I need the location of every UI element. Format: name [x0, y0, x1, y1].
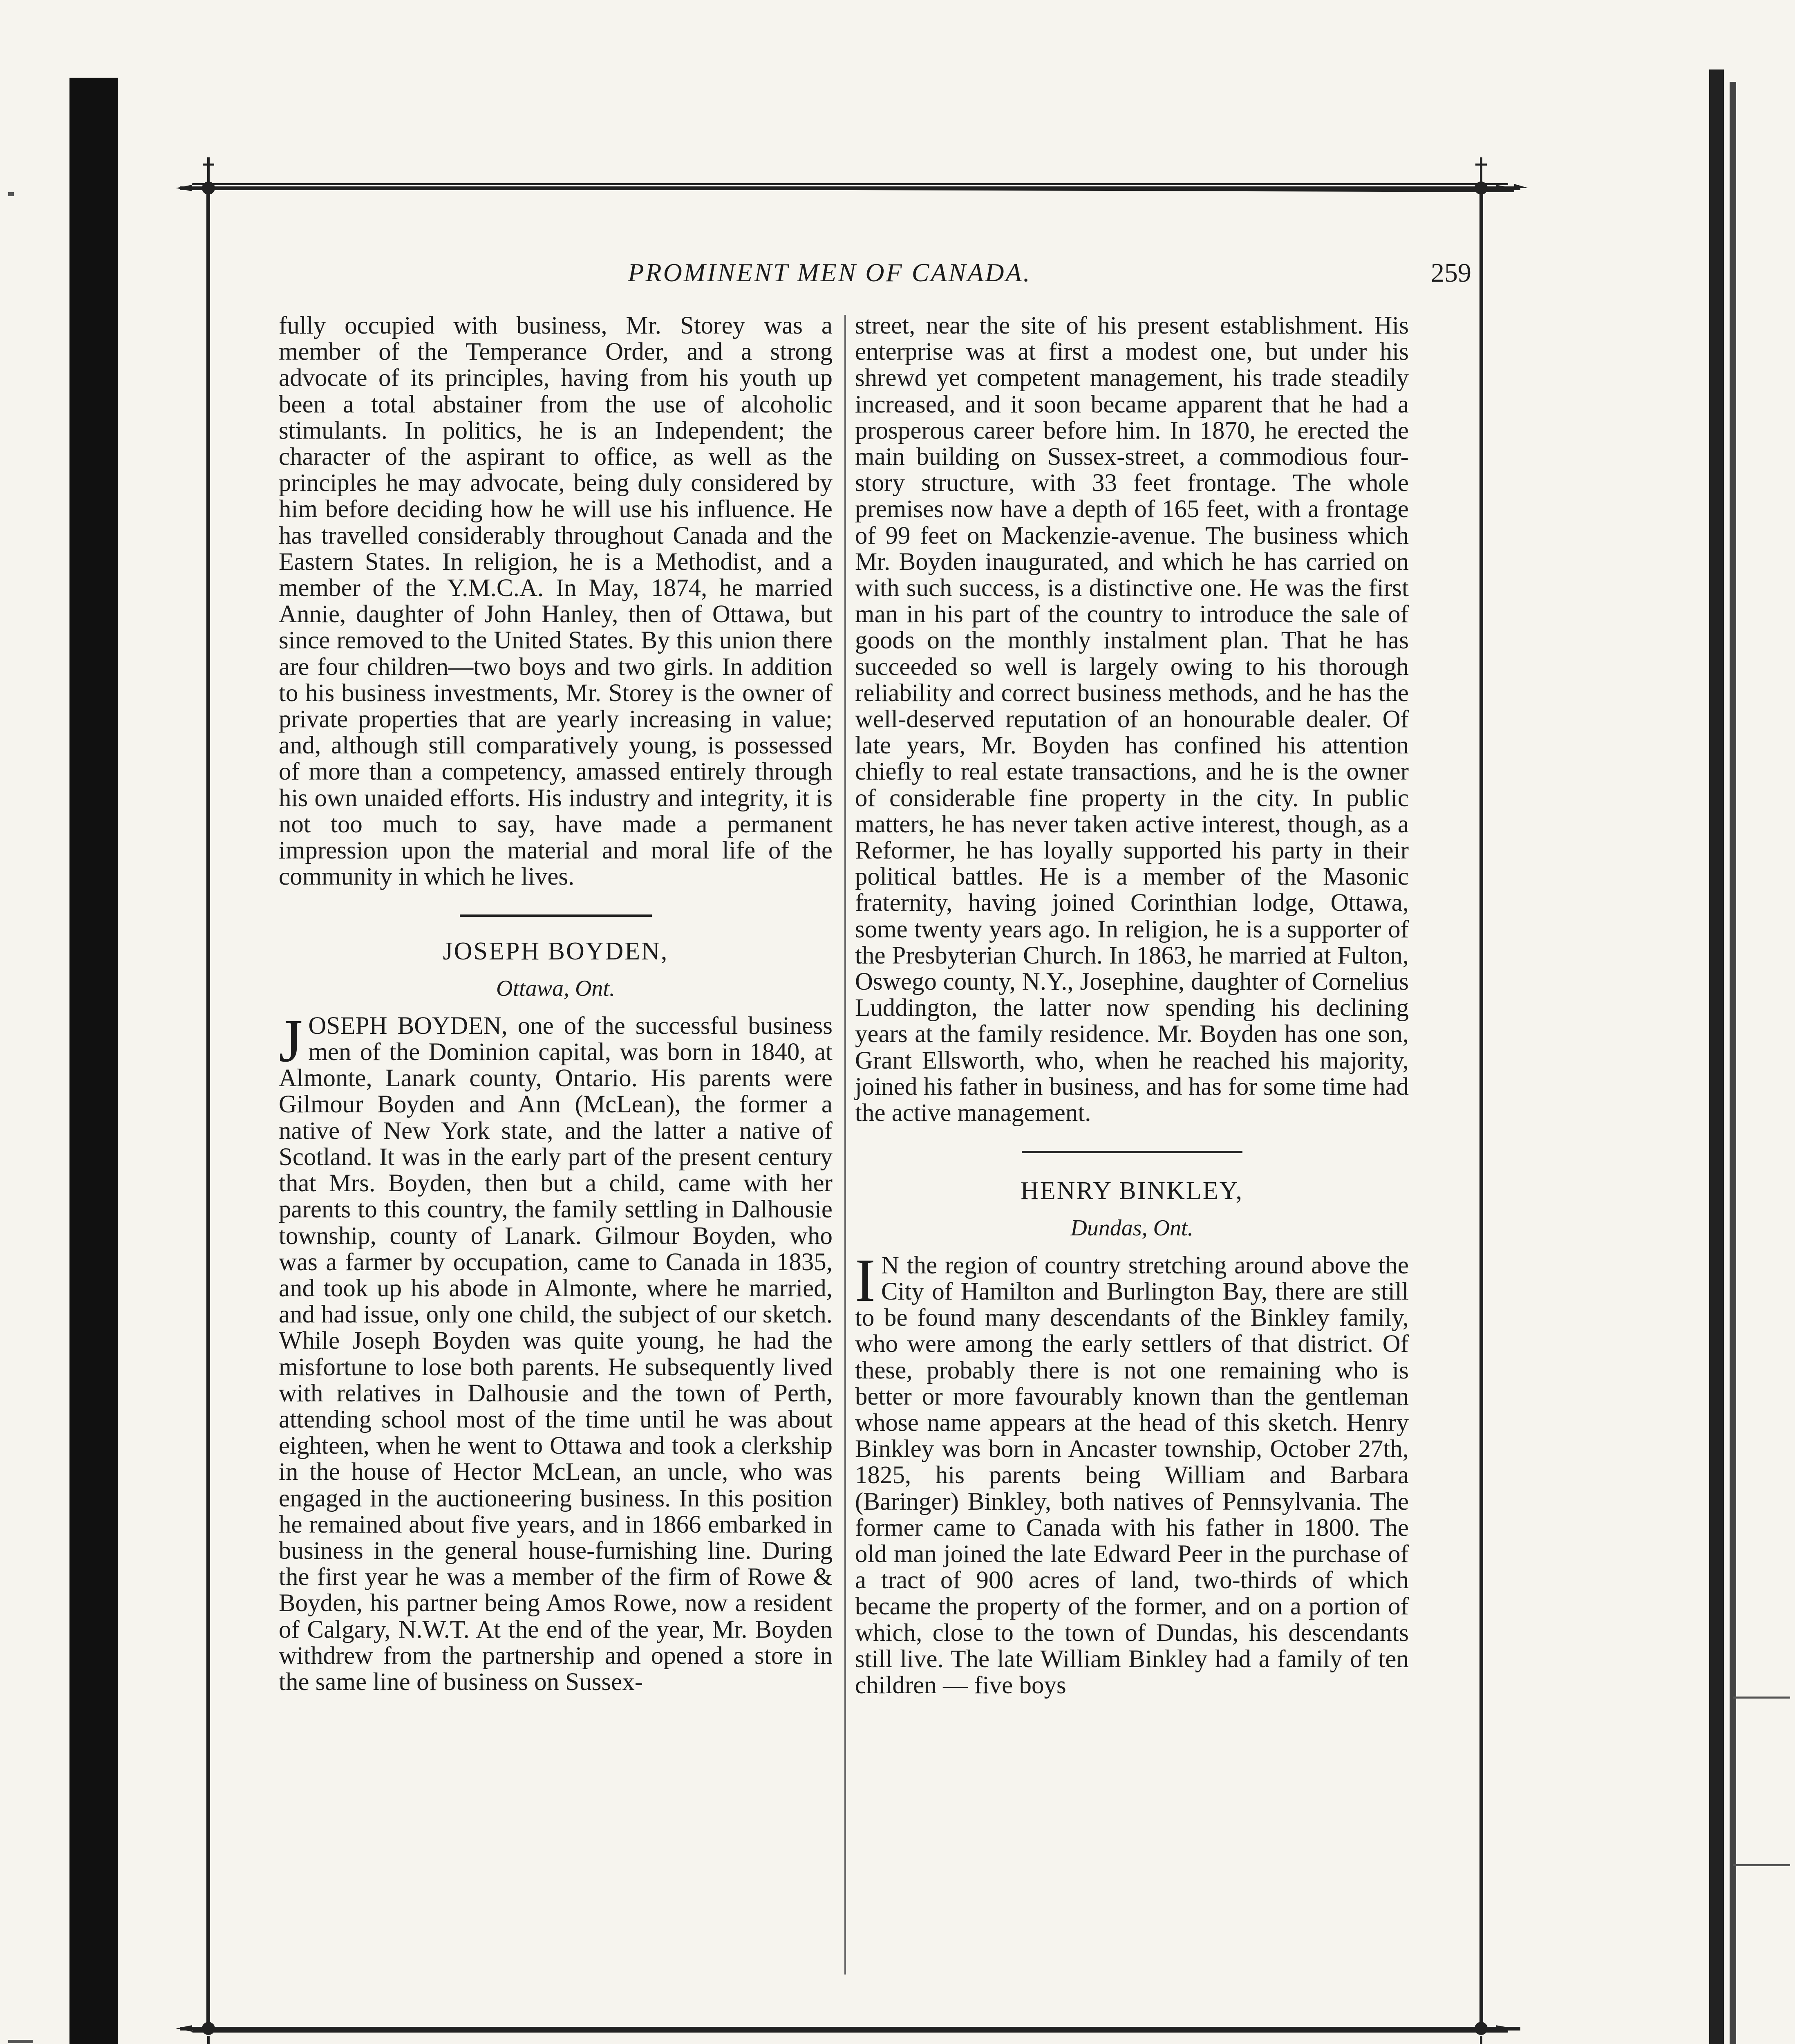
scan-edge-shadow-right-inner: [1730, 82, 1736, 2044]
bio-name-henry-binkley: HENRY BINKLEY,: [1021, 1177, 1243, 1205]
scan-edge-shadow-right: [1709, 69, 1724, 2044]
continued-paragraph: street, near the site of his present establishment. His enterprise was at first a modest one, but under his shrewd yet competent management, his trade steadily increased, and it soon became apparent that he had a prosperous career before him. In 1870, he erected the main building on Sussex-street, a commodious four-story structure, with 33 feet frontage. The whole premises now have a depth of 165 feet, with a frontage of 99 feet on Mackenzie-avenue. The business which Mr. Boyden inaugurated, and which he has carried on with such success, is a distinctive one. He was the first man in his part of the country to introduce the sale of goods on the monthly instalment plan. That he has succeeded so well is largely owing to his thorough reliability and correct business methods, and he has the well-deserved reputation of an honourable dealer. Of late years, Mr. Boyden has confined his attention chiefly to real estate transactions, and he is the owner of considerable fine property in the city. In public matters, he has never taken active interest, though, as a Reformer, he has loyally supported his party in their political battles. He is a member of the Masonic fraternity, having joined Corinthian lodge, Ottawa, some twenty years ago. In religion, he is a supporter of the Presbyterian Church. In 1863, he married at Fulton, Oswego county, N.Y., Josephine, daughter of Cornelius Luddington, the latter now spending his declining years at the family residence. Mr. Boyden has one son, Grant Ellsworth, who, when he reached his majority, joined his father in business, and has for some time had the active management.: [855, 312, 1409, 1127]
bio-place: Ottawa, Ont.: [496, 975, 615, 1001]
bio-paragraph: [855, 1246, 1409, 1699]
scan-edge-shadow-left: [69, 78, 118, 2044]
scan-speck: [1733, 1697, 1790, 1699]
section-separator: [1022, 1151, 1242, 1153]
bio-text: OSEPH BOYDEN, one of the successful business men of the Dominion capital, was born in 1840, at Almonte, Lanark county, Ontario. His parents were Gilmour Boyden and Ann (McLean), the former a native of New York state, and the latter a native of Scotland. It was in the early part of the present century that Mrs. Boyden, then but a child, came with her parents to this country, the family settling in Dalhousie township, county of Lanark. Gilmour Boyden, who was a farmer by occupation, came to Canada in 1835, and took up his abode in Almonte, where he married, and had issue, only one child, the subject of our sketch. While Joseph Boyden was quite young, he had the misfortune to lose both parents. He subsequently lived with relatives in Dalhousie and the town of Perth, attending school most of the time until he was about eighteen, when he went to Ottawa and took a clerkship in the house of Hector McLean, an uncle, who was engaged in the auctioneering business. In this position he remained about five years, and in 1866 embarked in business in the general house-furnishing line. During the first year he was a member of the firm of Rowe & Boyden, his partner being Amos Rowe, now a resident of Calgary, N.W.T. At the end of the year, Mr. Boyden withdrew from the partnership and opened a store in the same line of business on Sussex-: [279, 1012, 833, 1696]
bio-paragraph: [279, 1006, 833, 1696]
left-column: [279, 313, 833, 1695]
right-column: [855, 313, 1409, 1699]
drop-cap: J: [279, 1006, 303, 1075]
column-divider: [844, 315, 846, 1975]
drop-cap: I: [855, 1246, 875, 1314]
bio-text: N the region of country stretching around above the City of Hamilton and Burlington Bay, there are still to be found many descendants of the Binkley family, who were among the early settlers of that district. Of these, probably there is not one remaining who is better or more favourably known than the gentleman whose name appears at the head of this sketch. Henry Binkley was born in Ancaster township, October 27th, 1825, his parents being William and Barbara (Baringer) Binkley, both natives of Pennsylvania. The former came to Canada with his father in 1800. The old man joined the late Edward Peer in the purchase of a tract of 900 acres of land, two-thirds of which became the property of the former, and on a portion of which, close to the town of Dundas, his descendants still live. The late William Binkley had a family of ten children — five boys: [855, 1251, 1409, 1699]
bio-name-joseph-boyden: JOSEPH BOYDEN,: [443, 937, 669, 966]
scan-speck: [8, 192, 14, 196]
running-title: PROMINENT MEN OF CANADA.: [628, 258, 1032, 287]
scan-speck: [8, 2040, 33, 2043]
page-number: 259: [1431, 258, 1471, 288]
scan-speck: [1733, 1864, 1790, 1866]
continued-paragraph: fully occupied with business, Mr. Storey was a member of the Temperance Order, and a strong advocate of its principles, having from his youth up been a total abstainer from the use of alcoholic stimulants. In politics, he is an Independent; the character of the aspirant to office, as well as the principles he may advocate, being duly considered by him before deciding how he will use his influence. He has travelled considerably throughout Canada and the Eastern States. In religion, he is a Methodist, and a member of the Y.M.C.A. In May, 1874, he married Annie, daughter of John Hanley, then of Ottawa, but since removed to the United States. By this union there are four children—two boys and two girls. In addition to his business investments, Mr. Storey is the owner of private properties that are yearly increasing in value; and, although still comparatively young, is possessed of more than a competency, amassed entirely through his own unaided efforts. His industry and integrity, it is not too much to say, have made a permanent impression upon the material and moral life of the community in which he lives.: [279, 312, 833, 891]
bio-place: Dundas, Ont.: [1070, 1215, 1193, 1241]
section-separator: [460, 914, 652, 917]
